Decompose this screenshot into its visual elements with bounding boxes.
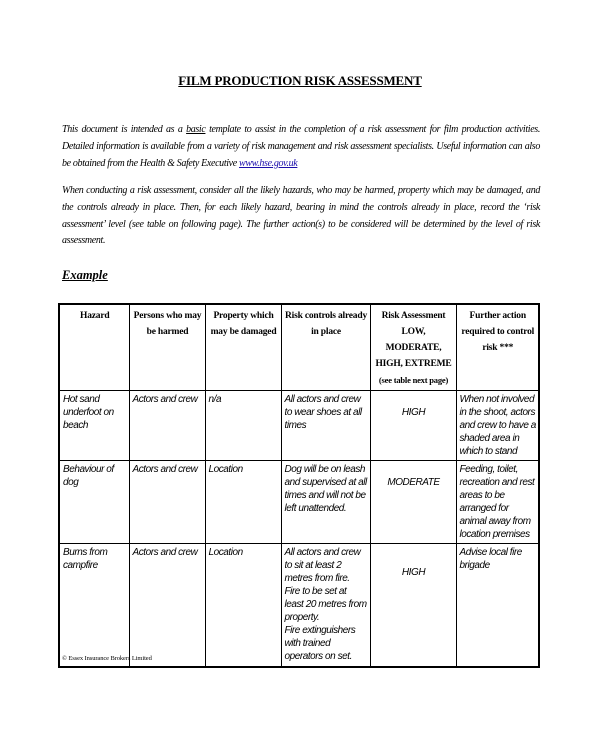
cell-persons: Actors and crew (129, 461, 205, 544)
cell-persons: Actors and crew (129, 391, 205, 461)
cell-hazard: Behaviour of dog (59, 461, 129, 544)
header-controls: Risk controls already in place (281, 304, 370, 391)
cell-risk-level (370, 544, 456, 668)
header-risk-level (370, 304, 456, 391)
header-risk-level-line4: (see table next page) (378, 375, 449, 385)
cell-hazard: Hot sand underfoot on beach (59, 391, 129, 461)
table-header-row (59, 304, 539, 391)
header-hazard: Hazard (59, 304, 129, 391)
risk-level-value: HIGH (401, 407, 426, 418)
cell-controls: All actors and crew to wear shoes at all times (281, 391, 370, 461)
example-heading: Example (62, 268, 108, 282)
cell-further-action: Advise local fire brigade (456, 544, 539, 668)
cell-further-action: When not involved in the shoot, actors and crew to have a shaded area in which to stand (456, 391, 539, 461)
cell-persons: Actors and crew (129, 544, 205, 668)
table-row (59, 544, 539, 668)
cell-property: Location (205, 544, 281, 668)
intro-paragraph (62, 122, 540, 172)
cell-risk-level (370, 461, 456, 544)
copyright-footer: © Essex Insurance Brokers Limited (62, 655, 152, 662)
table-row (59, 461, 539, 544)
intro-text-end: template to assist in the completion of a risk assessment for film production activities. Detailed information is available from a variety of risk management and risk assessment specialists. Useful information can also be obtained from the Health & Safety Executive (62, 124, 540, 169)
cell-property: Location (205, 461, 281, 544)
header-persons: Persons who may be harmed (129, 304, 205, 391)
header-risk-level-line3: HIGH, EXTREME (375, 359, 452, 369)
hse-link[interactable]: www.hse.gov.uk (239, 157, 298, 169)
intro-text-start: This document is intended as a (62, 124, 187, 135)
cell-property: n/a (205, 391, 281, 461)
basic-word: basic (186, 124, 206, 135)
header-further-action: Further action required to control risk *** (456, 304, 539, 391)
risk-level-value: HIGH (401, 567, 426, 578)
header-property: Property which may be damaged (205, 304, 281, 391)
cell-hazard: Burns from campfire (59, 544, 129, 668)
table-row (59, 391, 539, 461)
cell-further-action: Feeding, toilet, recreation and rest areas to be arranged for animal away from location premises (456, 461, 539, 544)
page-title: FILM PRODUCTION RISK ASSESSMENT (178, 73, 422, 88)
header-risk-level-line1: Risk Assessment (381, 311, 446, 321)
risk-assessment-table (58, 303, 540, 668)
risk-level-value: MODERATE (387, 477, 440, 488)
cell-risk-level (370, 391, 456, 461)
instructions-paragraph: When conducting a risk assessment, consider all the likely hazards, who may be harmed, property which may be damaged, and the controls already in place. Then, for each likely hazard, bearing in mind the controls already in place, record the ‘risk assessment’ level (see table on following page). The further action(s) to be considered will be determined by the level of risk assessment. (62, 185, 540, 247)
cell-controls: Dog will be on leash and supervised at all times and will not be left unattended. (281, 461, 370, 544)
header-risk-level-line2: LOW, MODERATE, (385, 327, 442, 353)
cell-controls: All actors and crew to sit at least 2 metres from fire. Fire to be set at least 20 metres from property. Fire extinguishers with trained operators on set. (281, 544, 370, 668)
